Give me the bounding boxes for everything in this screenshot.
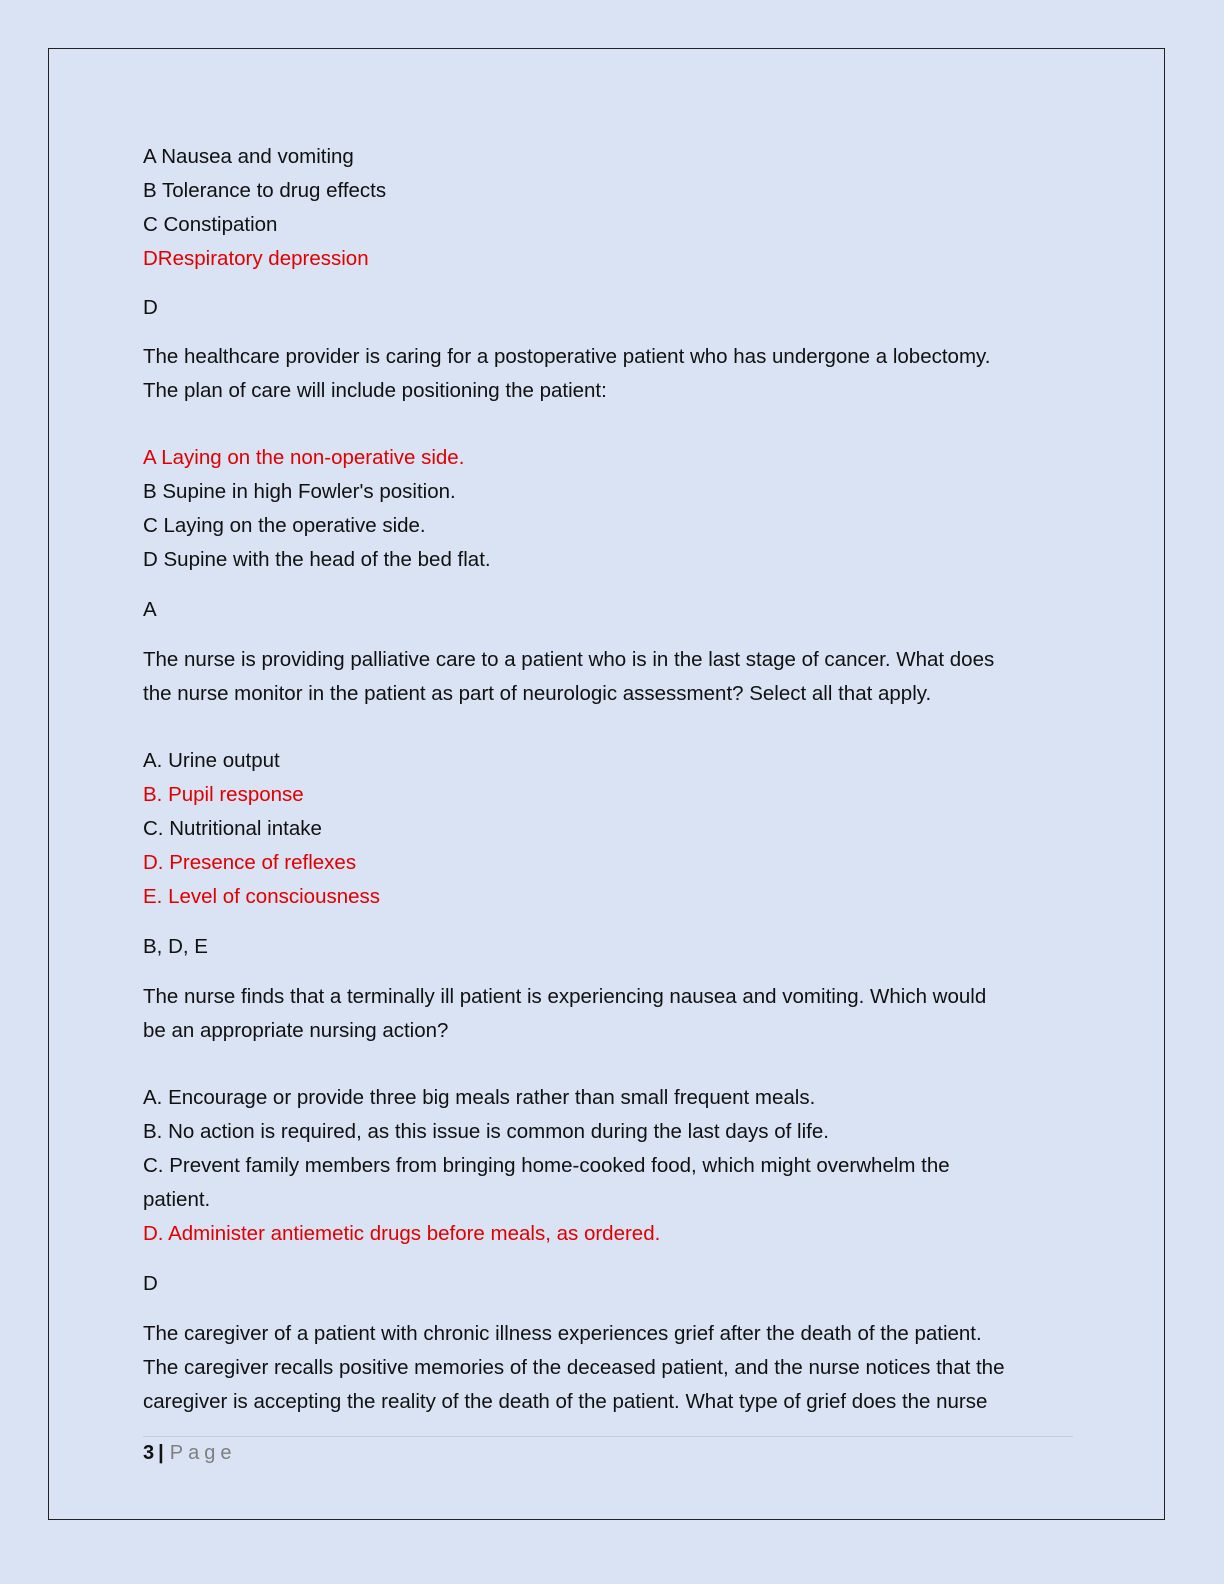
q4-option-b: B. No action is required, as this issue is common during the last days of life.	[143, 1120, 829, 1143]
q1-option-b: B Tolerance to drug effects	[143, 179, 387, 202]
q2-stem-line1: The healthcare provider is caring for a postoperative patient who has undergone a lobectomy.	[143, 345, 991, 368]
q2-option-d: D Supine with the head of the bed flat.	[143, 548, 491, 571]
q4-stem-line2: be an appropriate nursing action?	[143, 1019, 449, 1042]
q5-stem-line1: The caregiver of a patient with chronic illness experiences grief after the death of the patient.	[143, 1322, 982, 1345]
q1-option-a: A Nausea and vomiting	[143, 145, 354, 168]
page-footer	[143, 1438, 236, 1468]
q1-option-c: C Constipation	[143, 213, 278, 236]
page-label: Page	[169, 1442, 237, 1464]
q3-option-c: C. Nutritional intake	[143, 817, 322, 840]
q4-option-c: C. Prevent family members from bringing home-cooked food, which might overwhelm the	[143, 1154, 950, 1177]
q4-option-a: A. Encourage or provide three big meals rather than small frequent meals.	[143, 1086, 816, 1109]
q3-option-a: A. Urine output	[143, 749, 280, 772]
q3-stem-line2: the nurse monitor in the patient as part of neurologic assessment? Select all that apply.	[143, 682, 932, 705]
q4-stem-line1: The nurse finds that a terminally ill patient is experiencing nausea and vomiting. Which would	[143, 985, 987, 1008]
q5-stem-line3: caregiver is accepting the reality of the death of the patient. What type of grief does the nurse	[143, 1390, 988, 1413]
footer-separator: |	[158, 1442, 164, 1464]
document-body	[143, 140, 1073, 1419]
q4-option-d-correct: D. Administer antiemetic drugs before meals, as ordered.	[143, 1222, 661, 1245]
q2-stem-line2: The plan of care will include positioning the patient:	[143, 379, 607, 402]
q3-option-d-correct: D. Presence of reflexes	[143, 851, 357, 874]
footer-divider	[143, 1436, 1073, 1437]
q1-answer: D	[143, 296, 158, 319]
q4-answer: D	[143, 1272, 158, 1295]
q3-option-e-correct: E. Level of consciousness	[143, 885, 381, 908]
q3-stem-line1: The nurse is providing palliative care to a patient who is in the last stage of cancer. What does	[143, 648, 995, 671]
q2-answer: A	[143, 598, 157, 621]
q1-option-d-correct: DRespiratory depression	[143, 247, 369, 270]
q2-option-b: B Supine in high Fowler's position.	[143, 480, 456, 503]
page-number: 3	[143, 1442, 155, 1464]
q2-option-c: C Laying on the operative side.	[143, 514, 426, 537]
q2-option-a-correct: A Laying on the non-operative side.	[143, 446, 465, 469]
q3-answer: B, D, E	[143, 935, 208, 958]
q5-stem-line2: The caregiver recalls positive memories of the deceased patient, and the nurse notices that the	[143, 1356, 1005, 1379]
q4-option-c-continued: patient.	[143, 1188, 211, 1211]
q3-option-b-correct: B. Pupil response	[143, 783, 304, 806]
